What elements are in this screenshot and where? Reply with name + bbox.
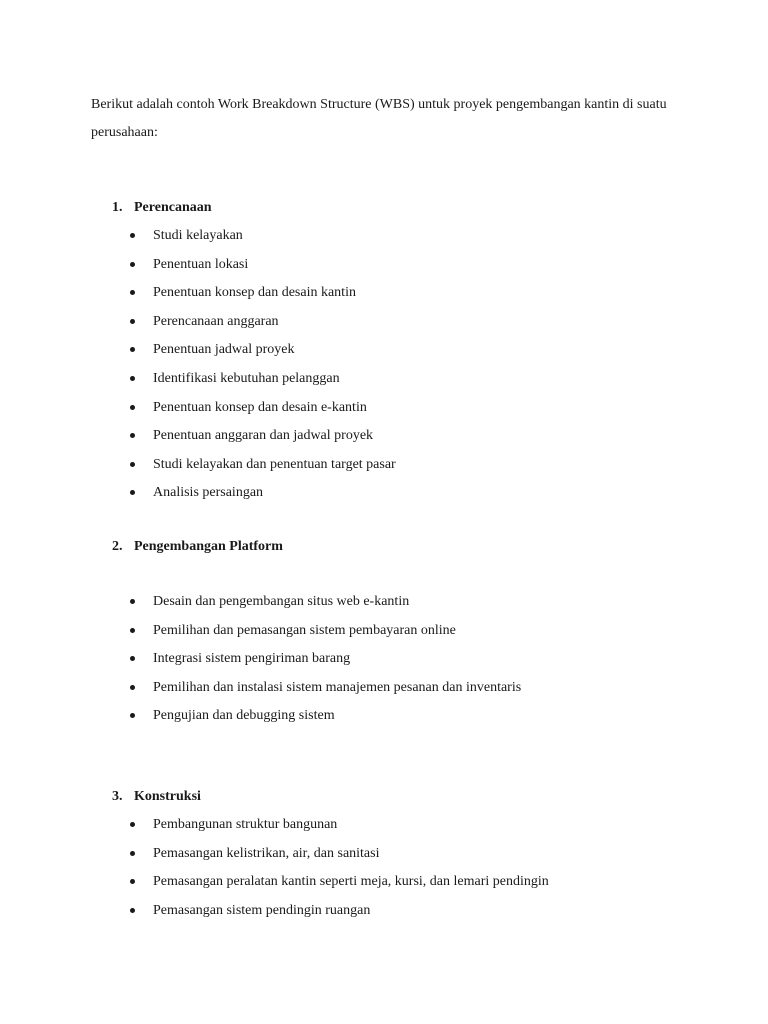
item-label: Pembangunan struktur bangunan xyxy=(153,817,338,832)
bullet-icon xyxy=(130,851,135,856)
item-label: Pemilihan dan instalasi sistem manajemen pesanan dan inventaris xyxy=(153,679,522,695)
bullet-icon xyxy=(130,685,135,690)
item-label: Desain dan pengembangan situs web e-kantin xyxy=(153,594,410,609)
item-label: Identifikasi kebutuhan pelanggan xyxy=(153,370,340,386)
section-title: Konstruksi xyxy=(134,789,201,804)
bullet-icon xyxy=(130,462,135,467)
bullet-icon xyxy=(130,822,135,827)
item-label: Studi kelayakan xyxy=(153,228,243,243)
bullet-icon xyxy=(130,290,135,295)
item-label: Analisis persaingan xyxy=(153,485,264,501)
item-label: Penentuan konsep dan desain kantin xyxy=(153,285,356,301)
bullet-icon xyxy=(130,319,135,324)
bullet-icon xyxy=(130,405,135,410)
bullet-icon xyxy=(130,713,135,718)
item-label: Penentuan lokasi xyxy=(153,256,249,272)
bullet-icon xyxy=(130,433,135,438)
bullet-icon xyxy=(130,628,135,633)
section-number: 2. xyxy=(112,539,123,554)
item-label: Pemasangan kelistrikan, air, dan sanitasi xyxy=(153,845,380,861)
item-label: Pemasangan peralatan kantin seperti meja, kursi, dan lemari pendingin xyxy=(153,874,549,890)
bullet-icon xyxy=(130,490,135,495)
section-number: 3. xyxy=(112,789,123,804)
item-label: Pemasangan sistem pendingin ruangan xyxy=(153,902,371,918)
bullet-icon xyxy=(130,347,135,352)
item-label: Pemilihan dan pemasangan sistem pembayaran online xyxy=(153,622,456,638)
bullet-icon xyxy=(130,233,135,238)
item-label: Penentuan anggaran dan jadwal proyek xyxy=(153,428,374,444)
section-heading xyxy=(112,787,201,807)
bullet-icon xyxy=(130,262,135,267)
section-title: Pengembangan Platform xyxy=(134,539,283,554)
item-label: Penentuan jadwal proyek xyxy=(153,342,295,358)
bullet-icon xyxy=(130,599,135,604)
intro-paragraph: Berikut adalah contoh Work Breakdown Structure (WBS) untuk proyek pengembangan kantin di suatu perusahaan: xyxy=(91,97,667,140)
section-heading xyxy=(112,537,283,557)
item-label: Perencanaan anggaran xyxy=(153,313,279,329)
item-label: Penentuan konsep dan desain e-kantin xyxy=(153,399,367,415)
bullet-icon xyxy=(130,376,135,381)
section-number: 1. xyxy=(112,200,123,215)
section-heading xyxy=(112,198,212,218)
item-label: Studi kelayakan dan penentuan target pasar xyxy=(153,456,396,472)
bullet-icon xyxy=(130,879,135,884)
item-label: Pengujian dan debugging sistem xyxy=(153,708,335,724)
item-label: Integrasi sistem pengiriman barang xyxy=(153,651,351,667)
section-title: Perencanaan xyxy=(134,200,212,215)
bullet-icon xyxy=(130,656,135,661)
bullet-icon xyxy=(130,908,135,913)
